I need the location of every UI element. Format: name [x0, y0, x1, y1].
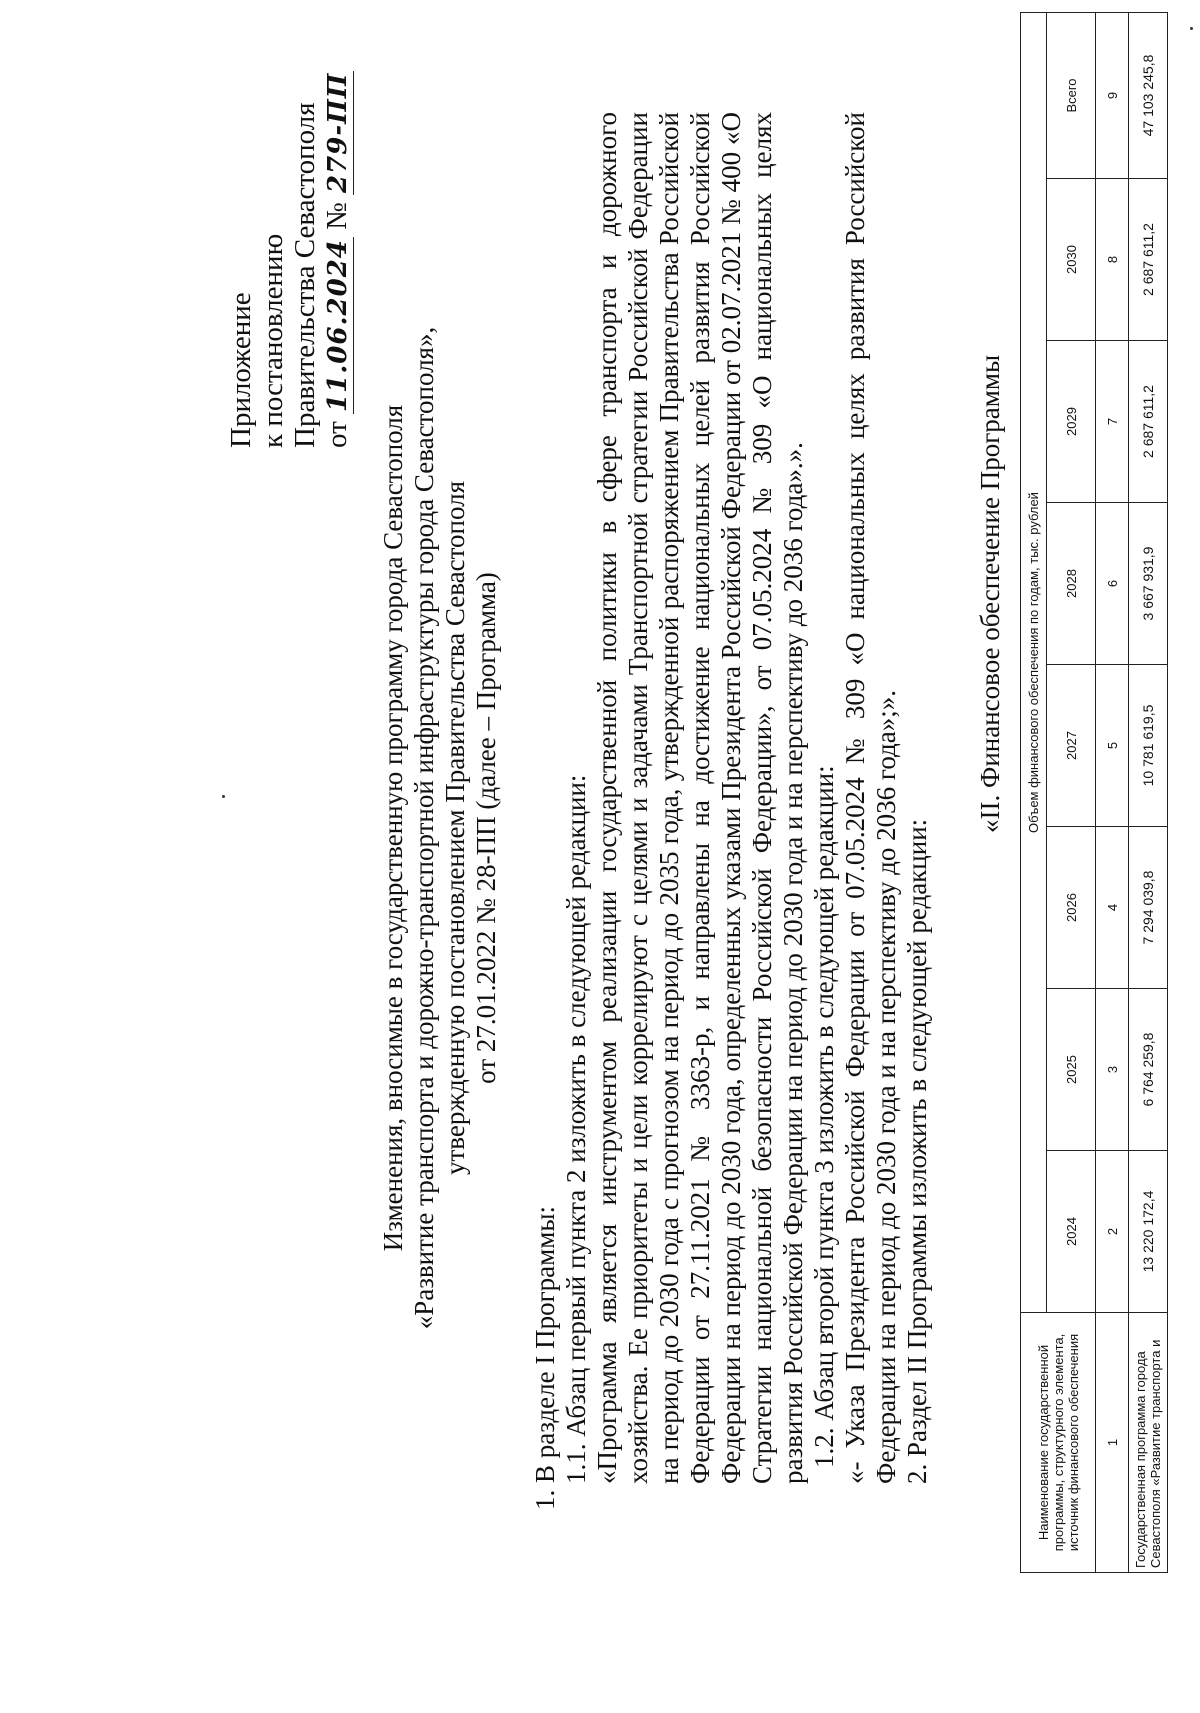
scan-mark — [1190, 27, 1193, 30]
approval-line-3: Правительства Севастополя — [289, 102, 321, 448]
name-column-header: Наименование государственной программы, структурного элемента, источник финансового обеспечения — [1021, 1313, 1096, 1573]
value-cell: 2 687 611,2 — [1129, 341, 1168, 503]
column-number: 4 — [1096, 827, 1129, 989]
value-cell: 3 667 931,9 — [1129, 503, 1168, 665]
date-prefix: от — [321, 421, 353, 448]
quote-paragraph-1: «Программа является инструментом реализации государственной политики в сфере транспорта и дорожного хозяйства. Ее приоритеты и цели коррелируют с целями и задачами Транспортной стратегии Российской Федерации на период до 2030 года с прогнозом на период до 2035 года, утвержденной распоряжением Правительства Российской Федерации от 27.11.2021 № 3363-р, и направлены на достижение национальных целей развития Российской Федерации на период до 2030 года, определенных указами Президента Российской Федерации от 02.07.2021 № 400 «О Стратегии национальной безопасности Российской Федерации», от 07.05.2024 № 309 «О национальных целях развития Российской Федерации на период до 2030 года и на перспективу до 2036 года».». — [592, 112, 808, 1484]
year-header: 2029 — [1047, 341, 1096, 503]
total-cell: 47 103 245,8 — [1129, 12, 1168, 178]
year-header: 2024 — [1047, 1151, 1096, 1313]
column-number-row — [1096, 12, 1129, 1572]
title-line-1: Изменения, вносимые в государственную программу города Севастополя — [378, 404, 408, 1252]
title-line-2: «Развитие транспорта и дорожно-транспортной инфраструктуры города Севастополя», — [409, 326, 439, 1330]
program-name-cell: Государственная программа города Севастополя «Развитие транспорта и — [1129, 1313, 1168, 1573]
document-body — [530, 112, 933, 1526]
item-1-2: 1.2. Абзац второй пункта 3 изложить в следующей редакции: — [809, 765, 839, 1468]
column-number: 3 — [1096, 989, 1129, 1151]
handwritten-number: 279-ПП — [323, 72, 353, 193]
approval-date-line — [321, 28, 354, 448]
document-title — [378, 223, 502, 1433]
value-cell: 7 294 039,8 — [1129, 827, 1168, 989]
column-number: 5 — [1096, 665, 1129, 827]
quote-paragraph-2: «- Указа Президента Российской Федерации от 07.05.2024 № 309 «О национальных целях развития Российской Федерации на период до 2030 года и на перспективу до 2036 года»;». — [840, 112, 901, 1484]
year-header: 2030 — [1047, 179, 1096, 341]
table-header-row — [1021, 12, 1047, 1572]
value-cell: 13 220 172,4 — [1129, 1151, 1168, 1313]
item-2: 2. Раздел II Программы изложить в следующей редакции: — [902, 818, 932, 1484]
column-number: 8 — [1096, 179, 1129, 341]
year-header: 2028 — [1047, 503, 1096, 665]
volume-column-header: Объем финансового обеспечения по годам, тыс. рублей — [1021, 12, 1047, 1312]
approval-line-1: Приложение — [225, 292, 257, 448]
section-heading: «II. Финансовое обеспечение Программы — [975, 354, 1005, 833]
total-header: Всего — [1047, 12, 1096, 178]
year-header: 2025 — [1047, 989, 1096, 1151]
value-cell: 10 781 619,5 — [1129, 665, 1168, 827]
column-number: 6 — [1096, 503, 1129, 665]
column-number: 7 — [1096, 341, 1129, 503]
item-1-1: 1.1. Абзац первый пункта 2 изложить в следующей редакции: — [561, 774, 591, 1484]
approval-stamp — [225, 28, 354, 448]
year-header: 2027 — [1047, 665, 1096, 827]
column-number: 1 — [1096, 1313, 1129, 1573]
handwritten-date: 11.06.2024 — [323, 239, 353, 412]
year-header: 2026 — [1047, 827, 1096, 989]
financing-table — [1020, 12, 1168, 1573]
number-prefix: № — [321, 202, 353, 230]
scan-mark — [222, 795, 225, 798]
title-line-4: от 27.01.2022 № 28-ПП (далее – Программа) — [471, 572, 501, 1084]
column-number: 2 — [1096, 1151, 1129, 1313]
table-row — [1129, 12, 1168, 1572]
item-1: 1. В разделе I Программы: — [530, 1206, 560, 1510]
column-number: 9 — [1096, 12, 1129, 178]
approval-line-2: к постановлению — [257, 233, 289, 448]
value-cell: 6 764 259,8 — [1129, 989, 1168, 1151]
title-line-3: утвержденную постановлением Правительства Севастополя — [440, 480, 470, 1176]
value-cell: 2 687 611,2 — [1129, 179, 1168, 341]
